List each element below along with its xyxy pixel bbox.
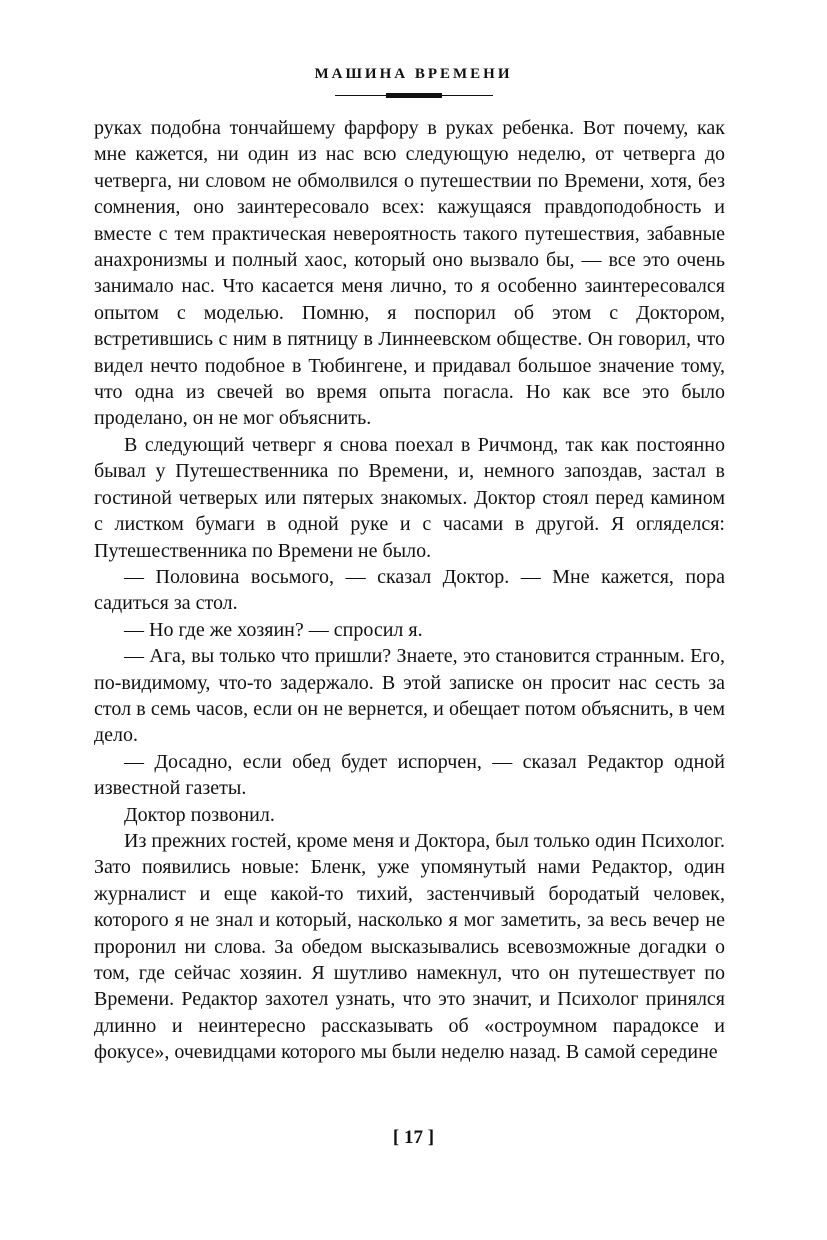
page-number: [ 17 ] <box>392 1127 435 1148</box>
header-rule-ornament <box>335 93 493 99</box>
paragraph-2: В следующий четверг я снова поехал в Ричмонд, так как постоянно бывал у Путешественника по Времени, и, немного запоздав, застал в гостиной четверых или пятерых знакомых. Доктор стоял перед камином с листком бумаги в одной руке и с часами в другой. Я огляделся: Путешественника по Времени не было. <box>94 433 725 562</box>
running-header <box>0 64 827 99</box>
header-thick-rule <box>386 93 442 98</box>
paragraph-4-dialogue: — Но где же хозяин? — спросил я. <box>124 618 423 641</box>
paragraph-8: Из прежних гостей, кроме меня и Доктора, был только один Психолог. Зато появились новые: Бленк, уже упомянутый нами Редактор, один журналист и еще какой-то тихий, застенчивый бородатый человек, которого я не знал и который, насколько я мог заметить, за весь вечер не проронил ни слова. За обедом высказывались всевозможные догадки о том, где сейчас хозяин. Я шутливо намекнул, что он путешествует по Времени. Редактор захотел узнать, что это значит, и Психолог принялся длинно и неинтересно рассказывать об «остроумном парадоксе и фокусе», очевидцами которого мы были неделю назад. В самой середине <box>94 829 725 1064</box>
running-title: МАШИНА ВРЕМЕНИ <box>314 66 513 82</box>
paragraph-3-dialogue: — Половина восьмого, — сказал Доктор. — Мне кажется, пора садиться за стол. <box>94 565 725 615</box>
page-body-text <box>94 115 725 1066</box>
paragraph-5-dialogue: — Ага, вы только что пришли? Знаете, это становится странным. Его, по-видимому, что-то задержало. В этой записке он просит нас сесть за стол в семь часов, если он не вернется, и обещает потом объяснить, в чем дело. <box>94 645 725 747</box>
paragraph-1: руках подобна тончайшему фарфору в руках ребенка. Вот почему, как мне кажется, ни один из нас всю следующую неделю, от четверга до четверга, ни словом не обмолвился о путешествии по Времени, хотя, без сомнения, оно заинтересовало всех: кажущаяся правдоподобность и вместе с тем практическая невероятность такого путешествия, забавные анахронизмы и полный хаос, который оно вызвало бы, — все это очень занимало нас. Что касается меня лично, то я особенно заинтересовался опытом с моделью. Помню, я поспорил об этом с Доктором, встретившись с ним в пятницу в Линнеевском обществе. Он говорил, что видел нечто подобное в Тюбингене, и придавал большое значение тому, что одна из свечей во время опыта погасла. Но как все это было проделано, он не мог объяснить. <box>94 117 725 430</box>
paragraph-6-dialogue: — Досадно, если обед будет испорчен, — сказал Редактор одной известной газеты. <box>94 750 725 800</box>
paragraph-7: Доктор позвонил. <box>124 803 275 826</box>
